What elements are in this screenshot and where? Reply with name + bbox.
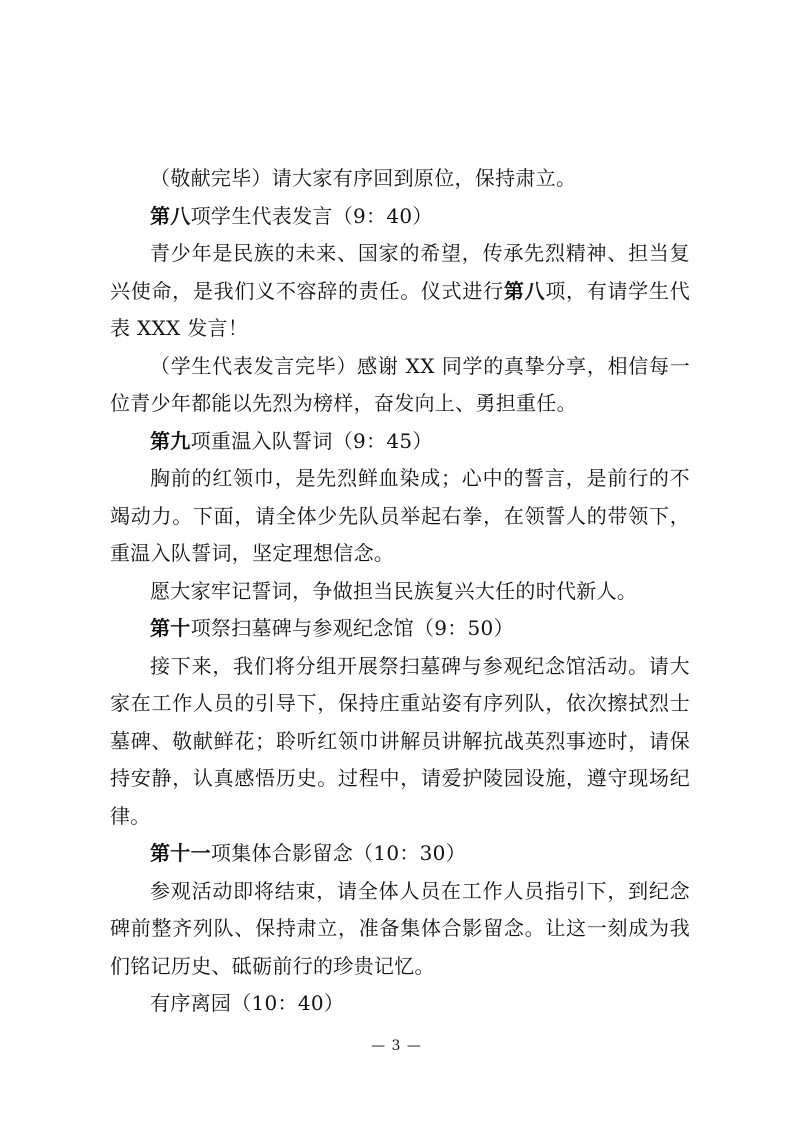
document-body: [110, 160, 690, 1023]
paragraph-student-speech-intro: [110, 235, 690, 348]
item-11-heading-bold: 第十一: [150, 841, 211, 865]
item-8-heading-rest: 项学生代表发言（9：40）: [190, 203, 433, 228]
speech-intro-bold: 第八: [503, 278, 546, 303]
item-9-heading-bold: 第九: [150, 428, 191, 453]
speech-intro-after: 项，有请学生代表 XXX 发言！: [110, 278, 691, 340]
paragraph-student-speech-thanks: （学生代表发言完毕）感谢 XX 同学的真挚分享，相信每一位青少年都能以先烈为榜样，奋发向上、勇担重任。: [110, 353, 690, 415]
item-11-heading: [110, 835, 690, 873]
item-10-heading: [110, 610, 690, 648]
paragraph-group-photo: 参观活动即将结束，请全体人员在工作人员指引下，到纪念碑前整齐列队、保持肃立，准备集体合影留念。让这一刻成为我们铭记历史、砥砺前行的珍贵记忆。: [110, 878, 690, 978]
paragraph-return-to-place: （敬献完毕）请大家有序回到原位，保持肃立。: [150, 166, 577, 190]
item-9-heading: [110, 423, 690, 461]
item-8-heading-bold: 第八: [150, 203, 191, 228]
item-9-heading-rest: 项重温入队誓词（9：45）: [190, 428, 433, 453]
paragraph-oath-closing: 愿大家牢记誓词，争做担当民族复兴大任的时代新人。: [150, 578, 638, 603]
item-10-heading-rest: 项祭扫墓碑与参观纪念馆（9：50）: [190, 616, 514, 640]
item-8-heading: [110, 198, 690, 236]
paragraph-tomb-sweeping: 接下来，我们将分组开展祭扫墓碑与参观纪念馆活动。请大家在工作人员的引导下，保持庄重站姿有序列队，依次擦拭烈士墓碑、敬献鲜花；聆听红领巾讲解员讲解抗战英烈事迹时，请保持安静，认真感悟历史。过程中，请爱护陵园设施，遵守现场纪律。: [110, 653, 690, 828]
item-11-heading-rest: 项集体合影留念（10：30）: [210, 841, 467, 865]
item-10-heading-bold: 第十: [150, 616, 191, 640]
speech-intro-before: 青少年是民族的未来、国家的希望，传承先烈精神、担当复兴使命，是我们义不容辞的责任。仪式进行: [110, 241, 690, 303]
paragraph-oath-intro: 胸前的红领巾，是先烈鲜血染成；心中的誓言，是前行的不竭动力。下面，请全体少先队员举起右拳，在领誓人的带领下，重温入队誓词，坚定理想信念。: [110, 466, 690, 565]
page-number: — 3 —: [371, 1038, 422, 1054]
paragraph-orderly-exit: 有序离园（10：40）: [150, 991, 345, 1015]
